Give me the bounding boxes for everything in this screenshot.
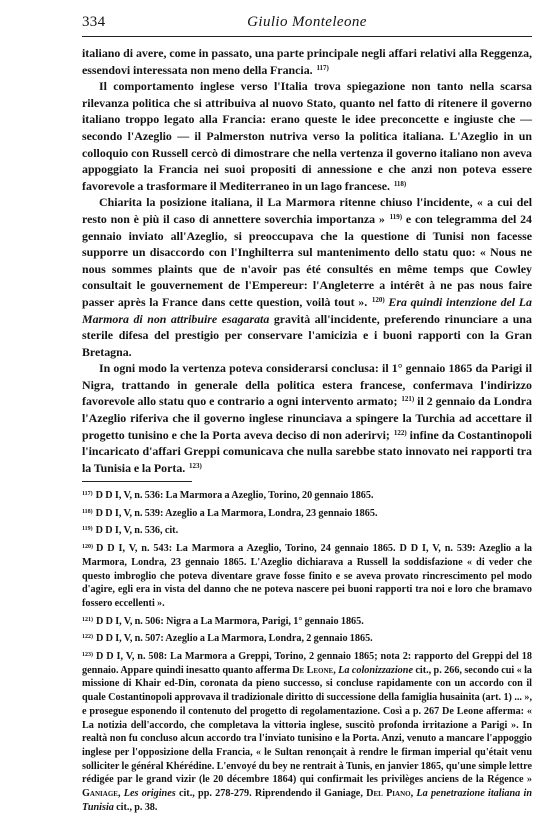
paragraph-text: In ogni modo la vertenza poteva considerarsi conclusa: il 1° gennaio 1865 da Parigi il Nigra, trattando in generale della politica estera francese, confermava l'indirizzo favorevole allo statu quo e contrario a ogni intervento armato; xyxy=(82,361,532,409)
footnote-number: 122) xyxy=(82,634,93,641)
paragraph-text: italiano di avere, come in passato, una parte principale negli affari relativi alla Reggenza, essendovi interessata non meno della Francia. xyxy=(82,46,532,77)
paragraph-4 xyxy=(82,360,532,476)
footnote-number: 117) xyxy=(82,491,93,497)
footnote-text: , xyxy=(410,788,417,800)
paragraph-text: il 2 gennaio da Londra l'Azeglio riferiva che il governo inglese rinunciava a spingere la Turchia ad accettare il progetto tunisino e che la Porta aveva deciso di non aderirvi; xyxy=(82,394,532,442)
footnote-121 xyxy=(82,615,532,629)
footnote-ref-117: 117) xyxy=(316,63,329,72)
paragraph-1 xyxy=(82,45,532,78)
italic-sentence: Era quindi intenzione del La Marmora di non attribuire esagarata xyxy=(82,294,532,326)
paragraph-3 xyxy=(82,194,532,360)
footnote-number: 119) xyxy=(82,526,93,533)
cited-author: Del Piano xyxy=(366,788,411,800)
cited-title: La penetrazione italiana in Tunisia xyxy=(82,788,533,813)
footnote-text: , xyxy=(117,788,124,800)
footnote-text: D D I, V, n. 507: Azeglio a La Marmora, Londra, 2 gennaio 1865. xyxy=(96,633,373,645)
paragraph-text: Chiarita la posizione italiana, il La Marmora ritenne chiuso l'incidente, « a cui del resto non è più il caso di annettere soverchia importanza » xyxy=(82,195,532,226)
footnote-text: D D I, V, n. 543: La Marmora a Azeglio, Torino, 24 gennaio 1865. D D I, V, n. 539: Azeglio a la Marmora, Londra, 23 gennaio 1865. L'Azeglio dichiarava a Russell la soddisfazione « di veder che questo imbroglio che poteva diventare grave fosse finito e se aveva provato rincrescimento pel modo d'agire, egli era in vista del danno che ne poteva nascere pei buoni rapporti tra noi e loro che bramavo fossero eccellenti ». xyxy=(82,543,532,609)
footnote-number: 120) xyxy=(82,544,93,551)
footnote-ref-122: 122) xyxy=(393,428,407,437)
cited-author: De Leone xyxy=(292,664,334,676)
footnote-number: 123) xyxy=(82,652,93,659)
paragraph-text: infine da Costantinopoli l'incaricato d'affari Greppi comunicava che nulla sarebbe stato innovato nei rapporti tra la Tunisia e la Porta. xyxy=(82,427,532,475)
footnote-number: 118) xyxy=(82,508,93,515)
footnote-text: cit., p. 38. xyxy=(113,801,158,813)
footnote-117 xyxy=(82,489,532,503)
footnote-number: 121) xyxy=(82,616,93,623)
footnote-text: D D I, V, n. 508: La Marmora a Greppi, Torino, 2 gennaio 1865; nota 2: rapporto del Greppi del 18 gennaio. Appare quindi inesatto quanto afferma xyxy=(82,651,532,676)
footnote-text: D D I, V, n. 536: La Marmora a Azeglio, Torino, 20 gennaio 1865. xyxy=(95,490,374,501)
page-header xyxy=(82,12,532,37)
footnote-text: cit., p. 266, secondo cui « la missione di Khair ed-Din, coronata da pieno successo, si concluse rapidamente con un accordo con il quale Costantinopoli approvava il tradizionale diritto di successione della famiglia husainita (art. 1) ... », e prosegue esponendo il contenuto del progetto di regolamentazione. Così a p. 267 De Leone afferma: « La notizia dell'accordo, che completava la vittoria inglese, suscitò profonda irritazione a Parigi ». In realtà non fu concluso alcun accordo tra l'inviato tunisino e la Porta. Anzi, venuto a mancare l'appoggio inglese per l'opposizione della Francia, « le Sultan renonçait à rendre le firman imperial qu'était venu solliciter le général Khérédine. L'envoyé du bey ne rentrait à Tunis, en janvier 1865, qu'une simple lettre rédigée par le grand vizir (le 20 décembre 1864) qui confirmait les privilèges anciens de la Régence » xyxy=(82,664,533,786)
footnote-ref-123: 123) xyxy=(189,461,202,470)
footnote-120 xyxy=(82,542,532,611)
page-number: 334 xyxy=(82,14,106,30)
cited-author: Ganiage xyxy=(82,788,118,800)
footnote-text: cit., pp. 278-279. Riprendendo il Ganiage, xyxy=(175,788,367,800)
paragraph-text: gravità all'incidente, preferendo rinunciare a una sterile difesa del prestigio per conservare l'amicizia e i buoni rapporti con la Gran Bretagna. xyxy=(82,311,532,359)
footnote-text: D D I, V, n. 506: Nigra a La Marmora, Parigi, 1° gennaio 1865. xyxy=(96,615,364,627)
cited-title: Les origines xyxy=(123,788,176,800)
main-text xyxy=(82,45,532,476)
footnote-122 xyxy=(82,632,532,646)
footnote-text: , xyxy=(333,664,339,676)
footnote-ref-121: 121) xyxy=(401,395,415,404)
paragraph-text: e con telegramma del 24 gennaio inviato all'Azeglio, si preoccupava che la questione di Tunisi non facesse supporre un disaccordo con l'Inghilterra sul mantenimento dello statu quo: « Nous ne nous sommes plaints que de n'avoir pas été consultés en même temps que Cowley consultait le gouvernement de l'Empereur: l'Angleterre a intérêt à ne pas nous faire passer après la France dans cette question, voilà tout ». xyxy=(82,211,532,309)
footnote-text: D D I, V, n. 536, cit. xyxy=(95,525,179,537)
footnote-118 xyxy=(82,507,532,521)
footnote-ref-119: 119) xyxy=(389,212,403,221)
footnote-ref-118: 118) xyxy=(393,179,407,188)
footnote-123 xyxy=(82,650,532,814)
footnote-text: D D I, V, n. 539: Azeglio a La Marmora, Londra, 23 gennaio 1865. xyxy=(95,507,378,519)
running-head-author: Giulio Monteleone xyxy=(247,14,367,30)
paragraph-text: Il comportamento inglese verso l'Italia trova spiegazione non tanto nella scarsa rilevanza politica che si attribuiva al nuovo Stato, quanto nel fatto di ritenere il governo italiano troppo legato alla Francia: erano queste le idee preconcette e ingiuste che — secondo l'Azeglio — il Palmerston nutriva verso la politica italiana. L'Azeglio in un colloquio con Russell cercò di dimostrare che nella vertenza il governo italiano non aveva appoggiato la Francia nei suoi propositi di annessione e che anzi non poteva essere favorevole a trasformare il Mediterraneo in un lago francese. xyxy=(82,79,532,193)
footnote-ref-120: 120) xyxy=(371,295,385,304)
paragraph-2 xyxy=(82,78,532,194)
cited-title: La colonizzazione xyxy=(338,664,413,676)
footnotes xyxy=(82,489,532,814)
footnote-119 xyxy=(82,524,532,538)
footnote-separator xyxy=(82,481,192,482)
